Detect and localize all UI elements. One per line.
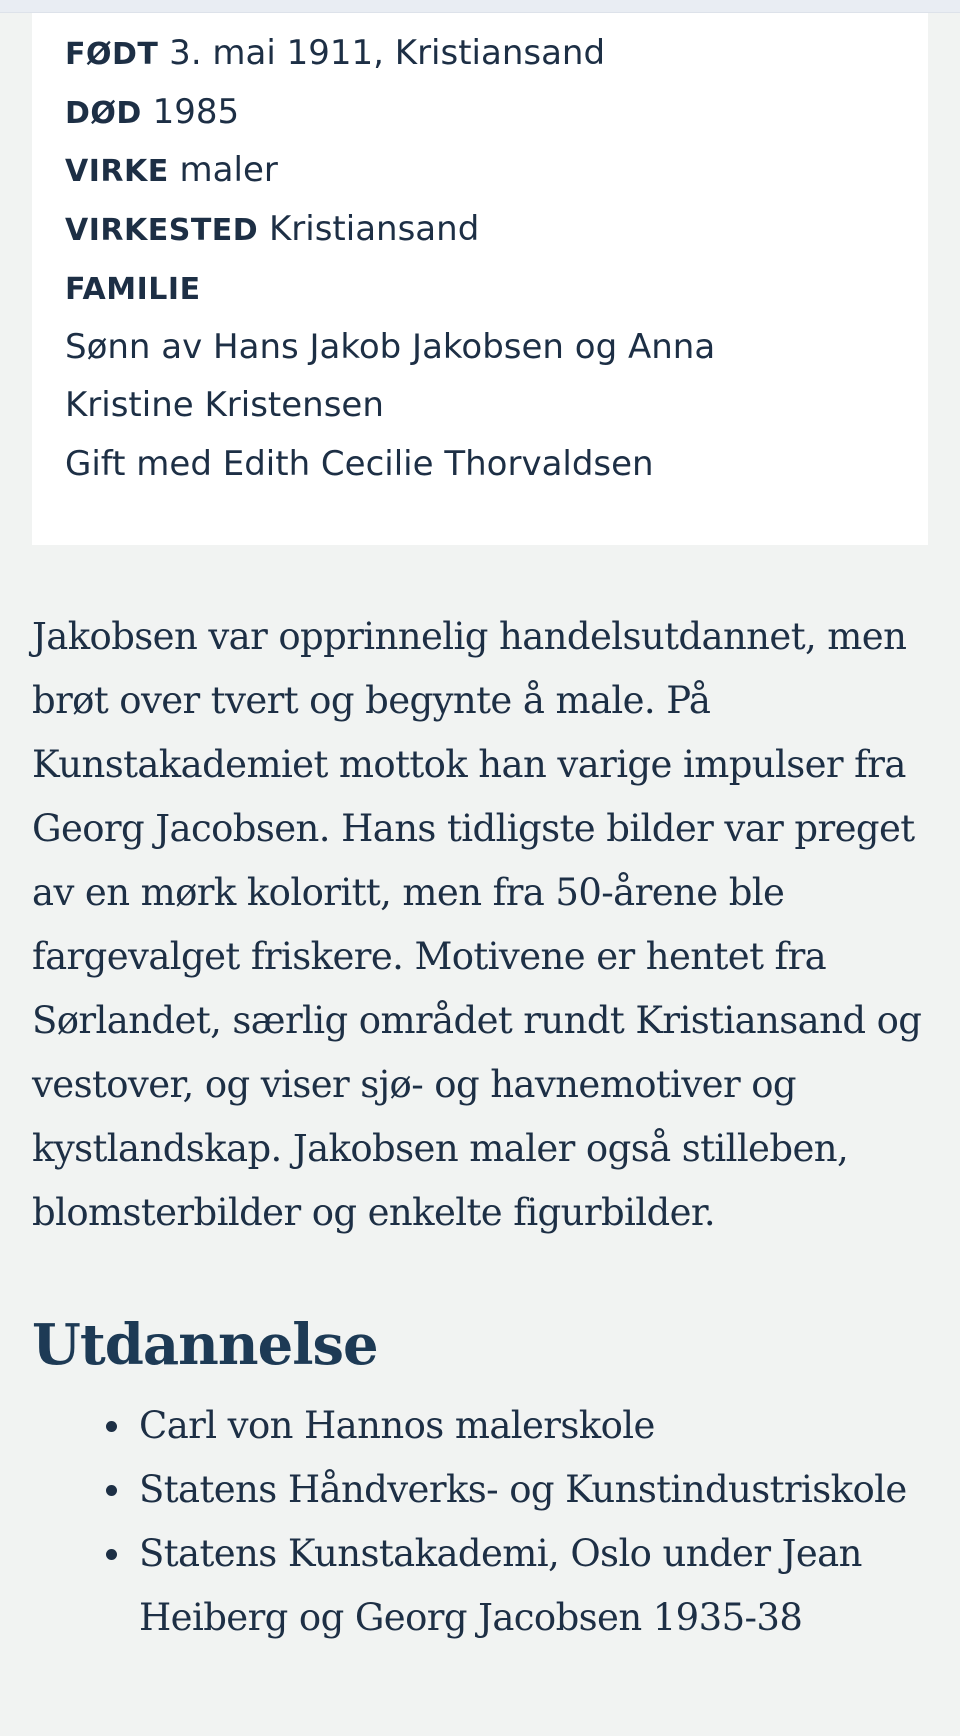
bullet-icon xyxy=(106,1549,117,1560)
fact-family-spouse: Gift med Edith Cecilie Thorvaldsen xyxy=(65,444,654,484)
fact-place-label: VIRKESTED xyxy=(65,213,259,248)
fact-place-value: Kristiansand xyxy=(258,209,480,249)
list-item-text: Statens Kunstakademi, Oslo under Jean Heiberg og Georg Jacobsen 1935-38 xyxy=(139,1532,862,1639)
list-item xyxy=(0,1394,930,1458)
fact-died xyxy=(65,90,239,136)
section-heading-education: Utdannelse xyxy=(32,1312,378,1378)
fact-work xyxy=(65,148,278,194)
fact-born-value: 3. mai 1911, Kristiansand xyxy=(158,33,606,73)
fact-family-parents-line2: Kristine Kristensen xyxy=(65,385,384,425)
list-item-text: Carl von Hannos malerskole xyxy=(139,1404,655,1447)
fact-family-heading: FAMILIE xyxy=(65,272,201,307)
bullet-icon xyxy=(106,1485,117,1496)
fact-born xyxy=(65,31,605,77)
fact-family-label xyxy=(65,266,201,312)
fact-work-value: maler xyxy=(168,150,278,190)
fact-family-parents-line1: Sønn av Hans Jakob Jakobsen og Anna xyxy=(65,327,716,367)
article-paragraph: Jakobsen var opprinnelig handelsutdannet, men brøt over tvert og begynte å male. På Kunstakademiet mottok han varige impulser fra Georg Jacobsen. Hans tidligste bilder var preget av en mørk koloritt, men fra 50-årene ble fargevalget friskere. Motivene er hentet fra Sørlandet, særlig området rundt Kristiansand og vestover, og viser sjø- og havnemotiver og kystlandskap. Jakobsen maler også stilleben, blomsterbilder og enkelte figurbilder. xyxy=(32,615,922,1234)
list-item-text: Statens Håndverks- og Kunstindustriskole xyxy=(139,1468,907,1511)
fact-died-value: 1985 xyxy=(141,92,240,132)
fact-place xyxy=(65,207,479,253)
fact-died-label: DØD xyxy=(65,96,142,131)
education-list xyxy=(0,1394,930,1650)
bullet-icon xyxy=(106,1421,117,1432)
list-item xyxy=(0,1458,930,1522)
fact-born-label: FØDT xyxy=(65,37,159,72)
fact-box xyxy=(32,13,928,545)
list-item xyxy=(0,1522,930,1650)
top-bar xyxy=(0,0,960,13)
fact-work-label: VIRKE xyxy=(65,154,169,189)
